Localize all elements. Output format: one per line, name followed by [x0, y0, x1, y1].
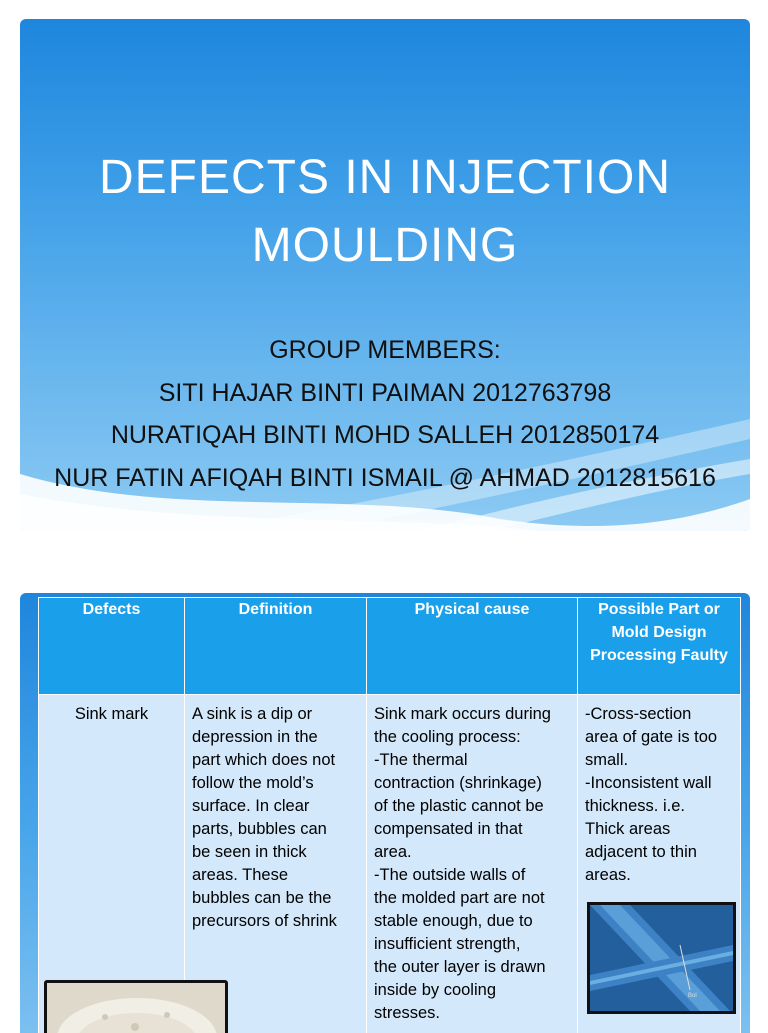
definition-line: parts, bubbles can	[192, 818, 360, 841]
defect-name: Sink mark	[39, 695, 184, 726]
definition-line: depression in the	[192, 726, 360, 749]
cause-line: Sink mark occurs during	[374, 703, 571, 726]
header-faulty	[578, 598, 741, 695]
faulty-line: areas.	[585, 864, 734, 887]
cause-line: stable enough, due to	[374, 910, 571, 933]
definition-line: be seen in thick	[192, 841, 360, 864]
cause-line: the cooling process:	[374, 726, 571, 749]
definition-line: follow the mold’s	[192, 772, 360, 795]
sink-mark-photo	[44, 980, 228, 1033]
page-title	[20, 144, 750, 280]
member-line: NURATIQAH BINTI MOHD SALLEH 2012850174	[20, 414, 750, 457]
definition-line: precursors of shrink	[192, 910, 360, 933]
member-line: NUR FATIN AFIQAH BINTI ISMAIL @ AHMAD 2012815616	[20, 457, 750, 500]
cause-line: stresses.	[374, 1002, 571, 1025]
faulty-line: -Inconsistent wall	[585, 772, 734, 795]
cause-line: of the plastic cannot be	[374, 795, 571, 818]
wall-thickness-photo	[587, 902, 736, 1014]
definition-line: part which does not	[192, 749, 360, 772]
group-heading: GROUP MEMBERS:	[20, 329, 750, 372]
faulty-line: adjacent to thin	[585, 841, 734, 864]
header-faulty-line: Mold Design	[578, 621, 740, 644]
cause-line: -The outside walls of	[374, 864, 571, 887]
header-faulty-line: Possible Part or	[578, 598, 740, 621]
table-header-row	[39, 598, 741, 695]
faulty-line: small.	[585, 749, 734, 772]
wall-thickness-photo-art	[590, 905, 733, 1011]
header-faulty-line: Processing Faulty	[578, 644, 740, 667]
faulty-line: -Cross-section	[585, 703, 734, 726]
cause-line: inside by cooling	[374, 979, 571, 1002]
cause-line: compensated in that	[374, 818, 571, 841]
header-physical-cause: Physical cause	[367, 598, 578, 695]
title-line-1: DEFECTS IN INJECTION	[20, 144, 750, 212]
faulty-line: area of gate is too	[585, 726, 734, 749]
cause-line: insufficient strength,	[374, 933, 571, 956]
cause-line: area.	[374, 841, 571, 864]
definition-line: A sink is a dip or	[192, 703, 360, 726]
header-definition: Definition	[185, 598, 367, 695]
cell-physical-cause	[367, 695, 578, 1033]
faulty-line: thickness. i.e.	[585, 795, 734, 818]
sink-mark-photo-art	[47, 983, 225, 1033]
photo-label: Bol	[688, 993, 697, 999]
title-slide	[20, 19, 750, 531]
definition-line: areas. These	[192, 864, 360, 887]
group-members	[20, 329, 750, 499]
cause-line: -The thermal	[374, 749, 571, 772]
defects-table-slide	[20, 593, 750, 1033]
definition-line: bubbles can be the	[192, 887, 360, 910]
cause-line: contraction (shrinkage)	[374, 772, 571, 795]
member-line: SITI HAJAR BINTI PAIMAN 2012763798	[20, 372, 750, 415]
definition-line: surface. In clear	[192, 795, 360, 818]
cause-line: the outer layer is drawn	[374, 956, 571, 979]
faulty-line: Thick areas	[585, 818, 734, 841]
header-defects: Defects	[39, 598, 185, 695]
title-line-2: MOULDING	[20, 212, 750, 280]
cause-line: the molded part are not	[374, 887, 571, 910]
